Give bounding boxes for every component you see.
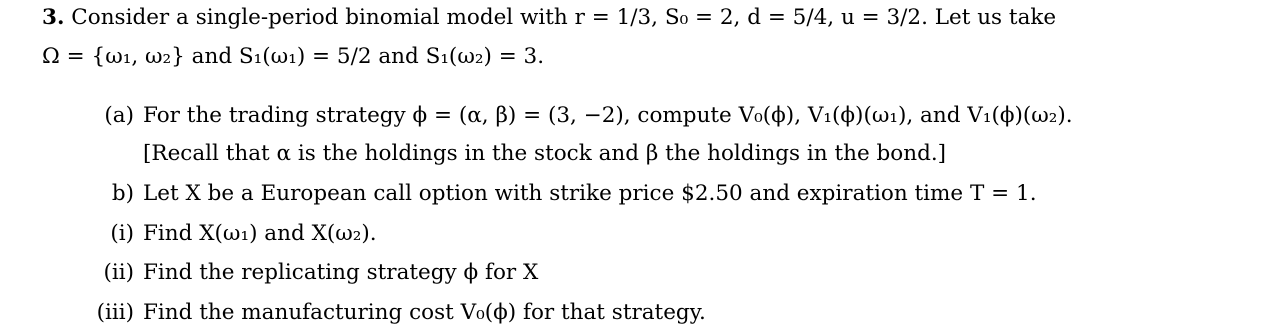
item-text-iii: Find the manufacturing cost V₀(ϕ) for that strategy. [143,300,706,325]
item-label-ii: (ii) [103,260,134,285]
item-text-a-continuation: [Recall that α is the holdings in the stock and β the holdings in the bond.] [143,141,947,166]
item-text-i: Find X(ω₁) and X(ω₂). [143,221,377,246]
item-label-iii: (iii) [96,300,134,325]
problem-intro-line-2: Ω = {ω₁, ω₂} and S₁(ω₁) = 5/2 and S₁(ω₂) = 3. [42,44,545,69]
item-text-b: Let X be a European call option with strike price $2.50 and expiration time T = 1. [143,181,1037,206]
item-label-b: b) [111,181,134,206]
item-label-a: (a) [104,103,134,128]
problem-intro-line-1 [42,4,1056,32]
item-label-i: (i) [110,221,134,246]
item-text-ii: Find the replicating strategy ϕ for X [143,260,539,285]
item-text-a: For the trading strategy ϕ = (α, β) = (3, −2), compute V₀(ϕ), V₁(ϕ)(ω₁), and V₁(ϕ)(ω₂). [143,103,1073,128]
problem-intro-text-1: Consider a single-period binomial model with r = 1/3, S₀ = 2, d = 5/4, u = 3/2. Let us take [71,5,1057,30]
problem-number: 3. [42,5,65,30]
